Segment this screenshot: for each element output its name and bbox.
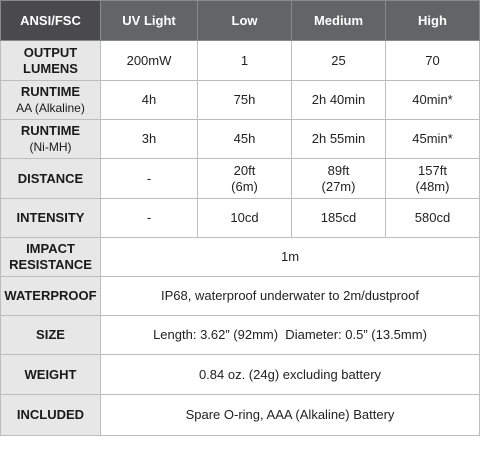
size-value: Length: 3.62” (92mm) Diameter: 0.5” (13.5mm) [101, 316, 480, 355]
distance-high [386, 159, 480, 199]
label-output-lumens [1, 41, 101, 81]
runtime-nimh-uv: 3h [101, 120, 198, 159]
distance-medium [292, 159, 386, 199]
row-output-lumens [1, 41, 480, 81]
row-included [1, 395, 480, 436]
label-output: OUTPUT [23, 44, 78, 60]
output-low: 1 [198, 41, 292, 81]
label-runtime-alkaline [1, 81, 101, 120]
row-impact-resistance [1, 238, 480, 277]
distance-high-m: (48m) [415, 178, 450, 194]
label-runtime-sub: AA (Alkaline) [16, 101, 85, 115]
label-runtime-nimh [1, 120, 101, 159]
label-runtime: RUNTIME [20, 123, 81, 138]
row-size [1, 316, 480, 355]
label-intensity: INTENSITY [1, 199, 101, 238]
row-runtime-nimh [1, 120, 480, 159]
row-weight [1, 355, 480, 395]
distance-medium-ft: 89ft [327, 162, 350, 178]
label-waterproof: WATERPROOF [1, 277, 101, 316]
label-runtime: RUNTIME [20, 84, 81, 99]
distance-low [198, 159, 292, 199]
runtime-nimh-low: 45h [198, 120, 292, 159]
header-high: High [386, 1, 480, 41]
distance-uv: - [101, 159, 198, 199]
label-impact: IMPACT [26, 241, 75, 256]
label-included: INCLUDED [1, 395, 101, 436]
output-high: 70 [386, 41, 480, 81]
label-size: SIZE [1, 316, 101, 355]
header-medium: Medium [292, 1, 386, 41]
row-runtime-alkaline [1, 81, 480, 120]
output-uv: 200mW [101, 41, 198, 81]
impact-value: 1m [101, 238, 480, 277]
distance-low-m: (6m) [231, 178, 258, 194]
runtime-alk-medium: 2h 40min [292, 81, 386, 120]
row-intensity [1, 199, 480, 238]
waterproof-value: IP68, waterproof underwater to 2m/dustproof [101, 277, 480, 316]
header-row [1, 1, 480, 41]
header-low: Low [198, 1, 292, 41]
label-resistance: RESISTANCE [9, 257, 92, 272]
runtime-nimh-medium: 2h 55min [292, 120, 386, 159]
header-corner: ANSI/FSC [1, 1, 101, 41]
runtime-alk-low: 75h [198, 81, 292, 120]
label-distance: DISTANCE [1, 159, 101, 199]
included-value: Spare O-ring, AAA (Alkaline) Battery [101, 395, 480, 436]
distance-low-ft: 20ft [233, 162, 256, 178]
row-waterproof [1, 277, 480, 316]
label-impact-resistance [1, 238, 101, 277]
label-lumens: LUMENS [23, 60, 78, 76]
intensity-high: 580cd [386, 199, 480, 238]
label-runtime-sub: (Ni-MH) [29, 140, 72, 154]
label-weight: WEIGHT [1, 355, 101, 395]
intensity-medium: 185cd [292, 199, 386, 238]
runtime-alk-uv: 4h [101, 81, 198, 120]
output-medium: 25 [292, 41, 386, 81]
header-uv-light: UV Light [101, 1, 198, 41]
distance-medium-m: (27m) [321, 178, 356, 194]
intensity-uv: - [101, 199, 198, 238]
runtime-alk-high: 40min* [386, 81, 480, 120]
intensity-low: 10cd [198, 199, 292, 238]
runtime-nimh-high: 45min* [386, 120, 480, 159]
weight-value: 0.84 oz. (24g) excluding battery [101, 355, 480, 395]
row-distance [1, 159, 480, 199]
distance-high-ft: 157ft [418, 162, 447, 178]
